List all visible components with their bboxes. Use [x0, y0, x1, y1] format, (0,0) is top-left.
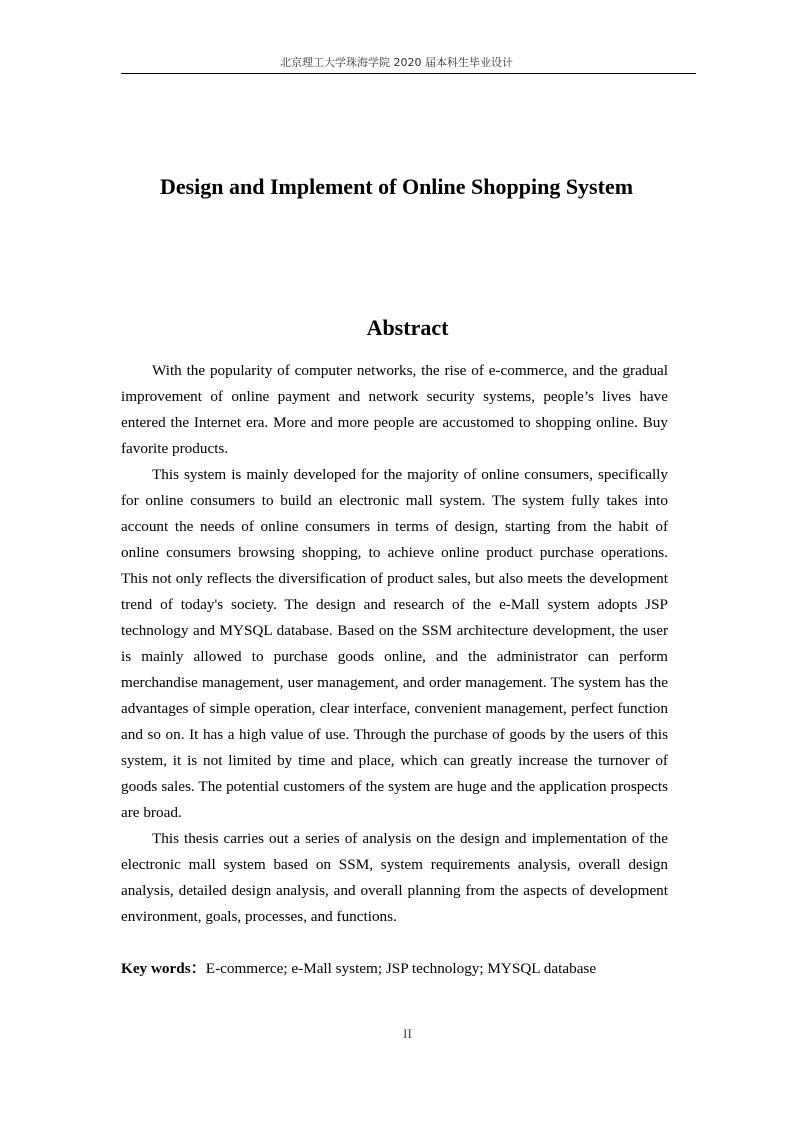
keywords-value: E-commerce; e-Mall system; JSP technology; MYSQL database [205, 960, 597, 977]
running-header: 北京理工大学珠海学院 2020 届本科生毕业设计 [280, 56, 513, 69]
abstract-body [121, 358, 668, 930]
page-number: II [403, 1026, 412, 1041]
header-rule [121, 73, 696, 74]
abstract-paragraph-1: With the popularity of computer networks, the rise of e-commerce, and the gradual improvement of online payment and network security systems, people’s lives have entered the Internet era. More and more people are accustomed to shopping online. Buy favorite products. [121, 362, 668, 457]
thesis-title: Design and Implement of Online Shopping System [159, 174, 634, 199]
keywords-label: Key words： [121, 960, 206, 977]
abstract-paragraph-2: This system is mainly developed for the majority of online consumers, specifically for online consumers to build an electronic mall system. The system fully takes into account the needs of online consumers in terms of design, starting from the habit of online consumers browsing shopping, to achieve online product purchase operations. This not only reflects the diversification of product sales, but also meets the development trend of today's society. The design and research of the e-Mall system adopts JSP technology and MYSQL database. Based on the SSM architecture development, the user is mainly allowed to purchase goods online, and the administrator can perform merchandise management, user management, and order management. The system has the advantages of simple operation, clear interface, convenient management, perfect function and so on. It has a high value of use. Through the purchase of goods by the users of this system, it is not limited by time and place, which can greatly increase the turnover of goods sales. The potential customers of the system are huge and the application prospects are broad. [121, 466, 668, 821]
abstract-paragraph-3: This thesis carries out a series of analysis on the design and implementation of the electronic mall system based on SSM, system requirements analysis, overall design analysis, detailed design analysis, and overall planning from the aspects of development environment, goals, processes, and functions. [121, 830, 668, 925]
abstract-heading: Abstract [366, 315, 449, 340]
keywords-line [121, 956, 681, 982]
